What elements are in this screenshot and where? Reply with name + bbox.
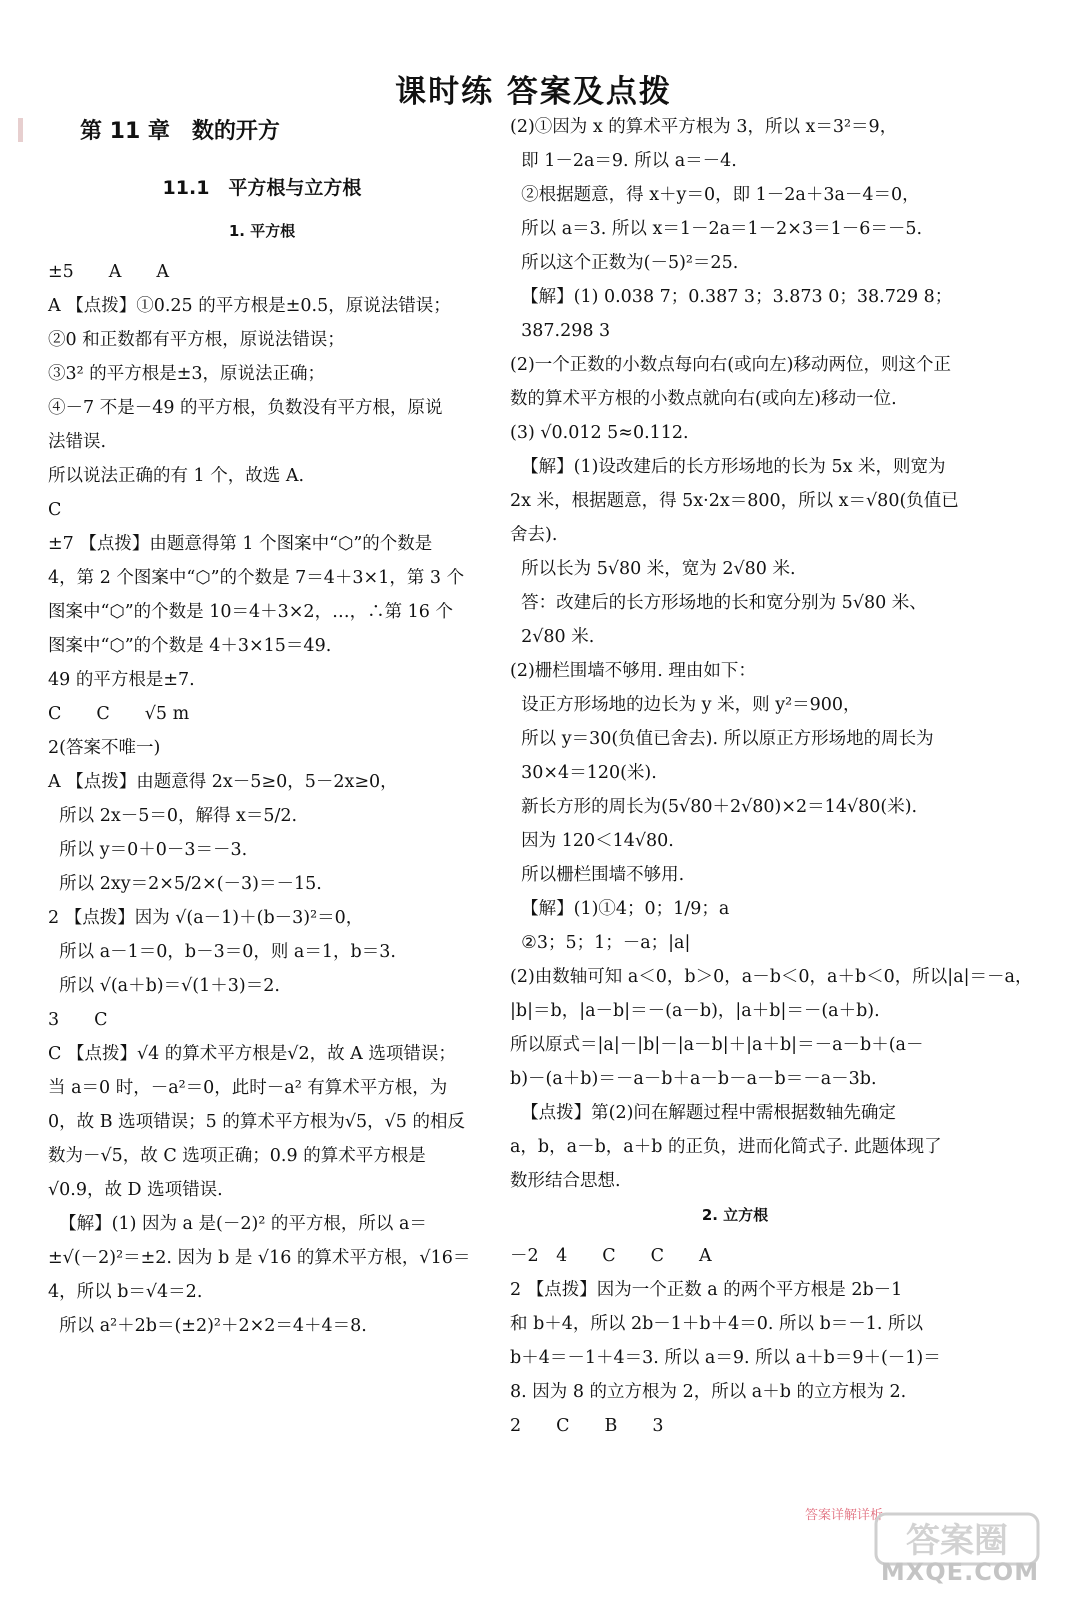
answer-line: 设正方形场地的边长为 y 米，则 y²＝900，	[510, 695, 861, 715]
left-lines	[48, 255, 476, 1343]
answer-line: C	[48, 500, 62, 520]
answer-line: 舍去).	[510, 525, 558, 545]
answer-line: ±7 【点拨】由题意得第 1 个图案中“⬡”的个数是	[48, 534, 433, 554]
answer-line: 答：改建后的长方形场地的长和宽分别为 5√80 米、	[510, 593, 927, 613]
chapter-title: 第 11 章 数的开方	[80, 119, 280, 144]
subsection-title: 1. 平方根	[228, 222, 296, 240]
answer-line: |b|＝b，|a－b|＝－(a－b)，|a＋b|＝－(a＋b).	[510, 1001, 880, 1021]
answer-line: (3) √0.012 5≈0.112.	[510, 423, 689, 443]
answer-line: √0.9，故 D 选项错误.	[48, 1180, 223, 1200]
answer-line: 【解】(1)设改建后的长方形场地的长为 5x 米，则宽为	[510, 457, 946, 477]
answer-line: 2 【点拨】因为一个正数 a 的两个平方根是 2b－1	[510, 1280, 903, 1300]
answer-line: 所以 y＝30(负值已舍去). 所以原正方形场地的周长为	[510, 729, 934, 749]
answer-line: 所以 a－1＝0，b－3＝0，则 a＝1，b＝3.	[48, 942, 396, 962]
answer-line: (2)①因为 x 的算术平方根为 3，所以 x＝3²＝9，	[510, 117, 898, 137]
answer-line: A 【点拨】由题意得 2x－5≥0，5－2x≥0，	[48, 772, 398, 792]
answer-line: 当 a＝0 时，－a²＝0，此时－a² 有算术平方根，为	[48, 1078, 448, 1098]
answer-line: a，b，a－b，a＋b 的正负，进而化简式子. 此题体现了	[510, 1137, 942, 1157]
answer-line: 4，第 2 个图案中“⬡”的个数是 7＝4＋3×1，第 3 个	[48, 568, 465, 588]
answer-line: 387.298 3	[510, 321, 611, 341]
right-lines-2	[510, 1239, 960, 1443]
answer-line: 8. 因为 8 的立方根为 2，所以 a＋b 的立方根为 2.	[510, 1382, 907, 1402]
answer-line: 2 C B 3	[510, 1416, 664, 1436]
answer-line: 数为－√5，故 C 选项正确；0.9 的算术平方根是	[48, 1146, 426, 1166]
answer-line: 0，故 B 选项错误；5 的算术平方根为√5，√5 的相反	[48, 1112, 465, 1132]
page-title: 课时练 答案及点拨	[395, 74, 672, 110]
answer-line: 【解】(1)①4；0；1/9；a	[510, 899, 730, 919]
answer-line: ②3；5；1；－a；|a|	[510, 933, 691, 953]
answer-line: 因为 120＜14√80.	[510, 831, 674, 851]
answer-line: 所以 2xy＝2×5/2×(－3)＝－15.	[48, 874, 322, 894]
answer-line: 4，所以 b＝√4＝2.	[48, 1282, 203, 1302]
answer-line: 所以这个正数为(－5)²＝25.	[510, 253, 739, 273]
edge-mark	[18, 118, 23, 142]
left-column	[48, 110, 476, 1343]
answer-line: (2)由数轴可知 a＜0，b＞0，a－b＜0，a＋b＜0，所以|a|＝－a，	[510, 967, 1033, 987]
answer-line: －2 4 C C A	[510, 1246, 712, 1266]
answer-line: b＋4＝－1＋4＝3. 所以 a＝9. 所以 a＋b＝9＋(－1)＝	[510, 1348, 941, 1368]
right-column	[510, 110, 1033, 1443]
answer-line: 数形结合思想.	[510, 1171, 621, 1191]
answer-line: 【点拨】第(2)问在解题过程中需根据数轴先确定	[510, 1103, 896, 1123]
answer-line: 即 1－2a＝9. 所以 a＝－4.	[510, 151, 737, 171]
answer-line: ④－7 不是－49 的平方根，负数没有平方根，原说	[48, 398, 443, 418]
answer-line: 【解】(1) 0.038 7；0.387 3；3.873 0；38.729 8；	[510, 287, 953, 307]
answer-line: 法错误.	[48, 432, 107, 452]
answer-line: 所以栅栏围墙不够用.	[510, 865, 685, 885]
answer-line: (2)一个正数的小数点每向右(或向左)移动两位，则这个正	[510, 355, 951, 375]
answer-line: (2)栅栏围墙不够用. 理由如下：	[510, 661, 756, 681]
watermark-text: MXQE.COM	[880, 1558, 1040, 1586]
answer-line: 所以长为 5√80 米，宽为 2√80 米.	[510, 559, 796, 579]
answer-line: A 【点拨】①0.25 的平方根是±0.5，原说法错误；	[48, 296, 451, 316]
answer-line: 2x 米，根据题意，得 5x·2x＝800，所以 x＝√80(负值已	[510, 491, 959, 511]
answer-line: 【解】(1) 因为 a 是(－2)² 的平方根，所以 a＝	[48, 1214, 427, 1234]
watermark-cn: 答案圈	[906, 1521, 1008, 1561]
answer-line: 3 C	[48, 1010, 108, 1030]
answer-line: 所以 a＝3. 所以 x＝1－2a＝1－2×3＝1－6＝－5.	[510, 219, 923, 239]
answer-line: 所以 a²＋2b＝(±2)²＋2×2＝4＋4＝8.	[48, 1316, 367, 1336]
answer-line: ②0 和正数都有平方根，原说法错误；	[48, 330, 345, 350]
answer-line: 2 【点拨】因为 √(a－1)＋(b－3)²＝0，	[48, 908, 364, 928]
answer-line: 所以原式＝|a|－|b|－|a－b|＋|a＋b|＝－a－b＋(a－	[510, 1035, 924, 1055]
answer-line: ②根据题意，得 x＋y＝0，即 1－2a＋3a－4＝0，	[510, 185, 920, 205]
answer-line: 数的算术平方根的小数点就向右(或向左)移动一位.	[510, 389, 897, 409]
answer-line: C C √5 m	[48, 704, 190, 724]
footer-note: 答案详解详析	[805, 1508, 884, 1523]
answer-line: 图案中“⬡”的个数是 10＝4＋3×2，…，∴第 16 个	[48, 602, 453, 622]
answer-line: ③3² 的平方根是±3，原说法正确；	[48, 364, 326, 384]
answer-line: ±5 A A	[48, 262, 170, 282]
answer-line: 所以 y＝0＋0－3＝－3.	[48, 840, 248, 860]
answer-line: C 【点拨】√4 的算术平方根是√2，故 A 选项错误；	[48, 1044, 456, 1064]
answer-line: 所以说法正确的有 1 个，故选 A.	[48, 466, 305, 486]
answer-line: b)－(a＋b)＝－a－b＋a－b－a－b＝－a－3b.	[510, 1069, 877, 1089]
answer-line: 所以 √(a＋b)＝√(1＋3)＝2.	[48, 976, 280, 996]
answer-line: 所以 2x－5＝0，解得 x＝5/2.	[48, 806, 298, 826]
answer-line: 新长方形的周长为(5√80＋2√80)×2＝14√80(米).	[510, 797, 918, 817]
answer-line: 2(答案不唯一)	[48, 738, 161, 758]
answer-line: 49 的平方根是±7.	[48, 670, 195, 690]
answer-line: 30×4＝120(米).	[510, 763, 657, 783]
subsection-title-2: 2. 立方根	[701, 1206, 769, 1224]
answer-line: ±√(－2)²＝±2. 因为 b 是 √16 的算术平方根，√16＝	[48, 1248, 471, 1268]
right-lines-1	[510, 110, 1033, 1198]
answer-line: 和 b＋4，所以 2b－1＋b＋4＝0. 所以 b＝－1. 所以	[510, 1314, 924, 1334]
answer-line: 图案中“⬡”的个数是 4＋3×15＝49.	[48, 636, 332, 656]
answer-line: 2√80 米.	[510, 627, 595, 647]
section-title: 11.1 平方根与立方根	[162, 177, 362, 199]
